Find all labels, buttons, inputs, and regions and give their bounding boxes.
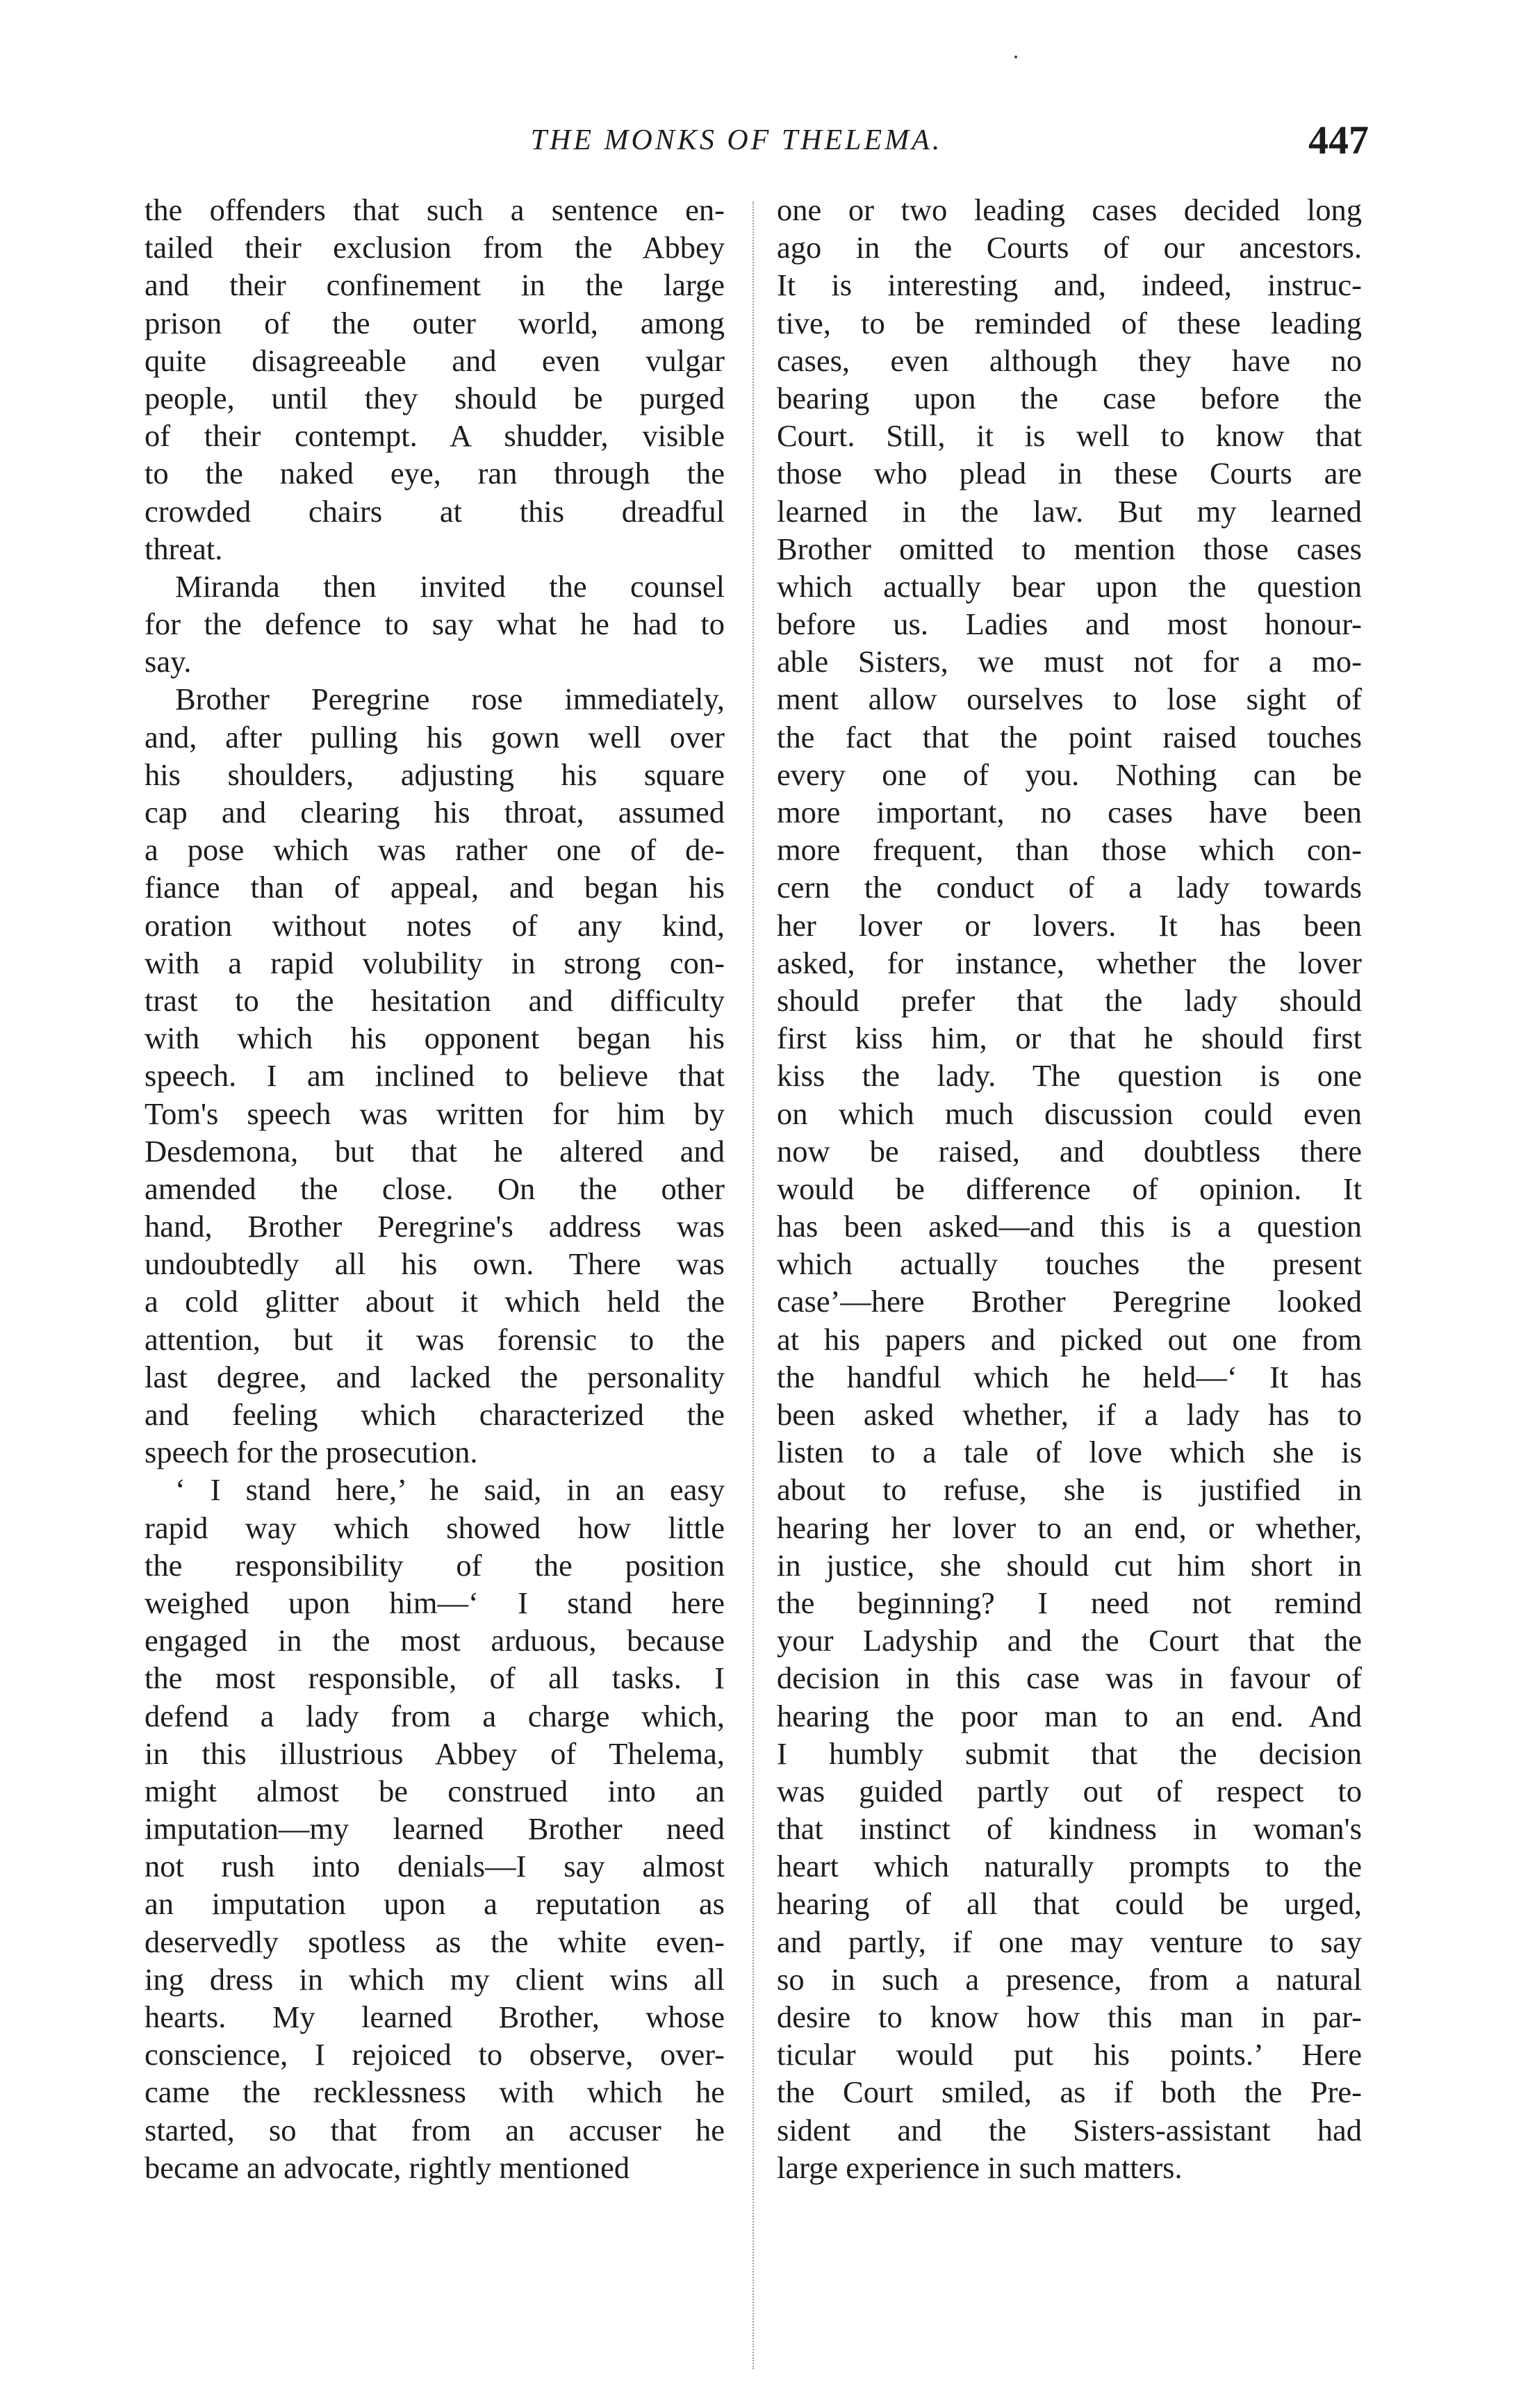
- text-line: engaged in the most arduous, because: [145, 1623, 725, 1658]
- text-line: hearing of all that could be urged,: [777, 1886, 1362, 1922]
- text-line: now be raised, and doubtless there: [777, 1133, 1362, 1169]
- print-speck: [1014, 56, 1017, 58]
- text-line: a cold glitter about it which held the: [145, 1284, 725, 1319]
- text-line: more important, no cases have been: [777, 795, 1362, 830]
- text-line: at his papers and picked out one from: [777, 1321, 1362, 1357]
- text-line: and partly, if one may venture to say: [777, 1924, 1362, 1959]
- text-line: the beginning? I need not remind: [777, 1585, 1362, 1620]
- running-title: THE MONKS OF THELEMA.: [530, 124, 943, 156]
- text-line: sident and the Sisters-assistant had: [777, 2112, 1362, 2147]
- text-line: weighed upon him—‘ I stand here: [145, 1585, 725, 1620]
- text-line: trast to the hesitation and difficulty: [145, 982, 725, 1018]
- text-line: came the recklessness with which he: [145, 2075, 725, 2110]
- text-line: should prefer that the lady should: [777, 982, 1362, 1018]
- text-line: might almost be construed into an: [145, 1773, 725, 1808]
- text-line: Tom's speech was written for him by: [145, 1096, 725, 1131]
- column-rule: [752, 201, 754, 2369]
- text-line: fiance than of appeal, and began his: [145, 870, 725, 905]
- text-line: started, so that from an accuser he: [145, 2112, 725, 2147]
- text-line: which actually bear upon the question: [777, 568, 1362, 604]
- text-line: tive, to be reminded of these leading: [777, 305, 1362, 340]
- text-line: his shoulders, adjusting his square: [145, 757, 725, 792]
- text-line: Court. Still, it is well to know that: [777, 418, 1362, 454]
- text-line: the offenders that such a sentence en-: [145, 192, 725, 227]
- text-line: one or two leading cases decided long: [777, 192, 1362, 227]
- text-line: prison of the outer world, among: [145, 305, 725, 340]
- text-line: your Ladyship and the Court that the: [777, 1623, 1362, 1658]
- text-line: more frequent, than those which con-: [777, 832, 1362, 868]
- text-line: in this illustrious Abbey of Thelema,: [145, 1735, 725, 1771]
- text-line: before us. Ladies and most honour-: [777, 607, 1362, 642]
- text-line: oration without notes of any kind,: [145, 907, 725, 943]
- page-number: 447: [1308, 117, 1369, 163]
- text-line: rapid way which showed how little: [145, 1510, 725, 1545]
- text-line: I humbly submit that the decision: [777, 1735, 1362, 1771]
- text-line: listen to a tale of love which she is: [777, 1435, 1362, 1470]
- text-line: was guided partly out of respect to: [777, 1773, 1362, 1808]
- text-line: and, after pulling his gown well over: [145, 719, 725, 754]
- text-line: would be difference of opinion. It: [777, 1171, 1362, 1206]
- text-line: Brother Peregrine rose immediately,: [175, 682, 725, 717]
- text-line: It is interesting and, indeed, instruc-: [777, 267, 1362, 303]
- text-line: her lover or lovers. It has been: [777, 907, 1362, 943]
- text-line: threat.: [145, 531, 223, 566]
- text-line: cap and clearing his throat, assumed: [145, 795, 725, 830]
- text-line: heart which naturally prompts to the: [777, 1849, 1362, 1884]
- text-line: tailed their exclusion from the Abbey: [145, 230, 725, 265]
- text-line: the handful which he held—‘ It has: [777, 1359, 1362, 1394]
- text-line: last degree, and lacked the personality: [145, 1359, 725, 1394]
- text-line: conscience, I rejoiced to observe, over-: [145, 2037, 725, 2072]
- text-line: a pose which was rather one of de-: [145, 832, 725, 868]
- text-line: hearing the poor man to an end. And: [777, 1698, 1362, 1733]
- text-line: and their confinement in the large: [145, 267, 725, 303]
- text-line: large experience in such matters.: [777, 2150, 1183, 2185]
- text-line: that instinct of kindness in woman's: [777, 1811, 1362, 1847]
- text-line: so in such a presence, from a natural: [777, 1961, 1362, 1997]
- running-head: [146, 117, 1369, 165]
- text-line: first kiss him, or that he should first: [777, 1021, 1362, 1056]
- text-line: of their contempt. A shudder, visible: [145, 418, 725, 454]
- text-line: able Sisters, we must not for a mo-: [777, 644, 1362, 679]
- text-line: for the defence to say what he had to: [145, 607, 725, 642]
- text-line: cern the conduct of a lady towards: [777, 870, 1362, 905]
- text-line: ticular would put his points.’ Here: [777, 2037, 1362, 2072]
- text-line: desire to know how this man in par-: [777, 1999, 1362, 2034]
- text-line: hand, Brother Peregrine's address was: [145, 1209, 725, 1244]
- text-line: not rush into denials—I say almost: [145, 1849, 725, 1884]
- text-line: Desdemona, but that he altered and: [145, 1133, 725, 1169]
- text-line: with which his opponent began his: [145, 1021, 725, 1056]
- text-line: been asked whether, if a lady has to: [777, 1397, 1362, 1432]
- text-line: quite disagreeable and even vulgar: [145, 343, 725, 378]
- right-column: [777, 191, 1362, 2186]
- text-line: became an advocate, rightly mentioned: [145, 2150, 630, 2185]
- text-line: attention, but it was forensic to the: [145, 1321, 725, 1357]
- text-line: case’—here Brother Peregrine looked: [777, 1284, 1362, 1319]
- text-line: asked, for instance, whether the lover: [777, 945, 1362, 980]
- text-line: the responsibility of the position: [145, 1547, 725, 1583]
- text-line: those who plead in these Courts are: [777, 456, 1362, 491]
- text-line: every one of you. Nothing can be: [777, 757, 1362, 792]
- text-line: say.: [145, 644, 192, 679]
- text-line: ment allow ourselves to lose sight of: [777, 682, 1362, 717]
- text-line: kiss the lady. The question is one: [777, 1058, 1362, 1094]
- text-line: amended the close. On the other: [145, 1171, 725, 1206]
- text-line: has been asked—and this is a question: [777, 1209, 1362, 1244]
- left-column: [145, 191, 725, 2186]
- text-line: the Court smiled, as if both the Pre-: [777, 2075, 1362, 2110]
- text-line: speech. I am inclined to believe that: [145, 1058, 725, 1094]
- text-line: ago in the Courts of our ancestors.: [777, 230, 1362, 265]
- text-line: deservedly spotless as the white even-: [145, 1924, 725, 1959]
- text-line: learned in the law. But my learned: [777, 493, 1362, 529]
- text-line: cases, even although they have no: [777, 343, 1362, 378]
- text-line: and feeling which characterized the: [145, 1397, 725, 1432]
- text-line: speech for the prosecution.: [145, 1435, 478, 1470]
- text-line: crowded chairs at this dreadful: [145, 493, 725, 529]
- text-line: hearing her lover to an end, or whether,: [777, 1510, 1362, 1545]
- text-line: which actually touches the present: [777, 1246, 1362, 1282]
- text-line: to the naked eye, ran through the: [145, 456, 725, 491]
- text-line: hearts. My learned Brother, whose: [145, 1999, 725, 2034]
- text-line: ‘ I stand here,’ he said, in an easy: [175, 1472, 725, 1508]
- text-line: bearing upon the case before the: [777, 380, 1362, 415]
- text-line: in justice, she should cut him short in: [777, 1547, 1362, 1583]
- text-line: Brother omitted to mention those cases: [777, 531, 1362, 566]
- text-line: on which much discussion could even: [777, 1096, 1362, 1131]
- text-line: an imputation upon a reputation as: [145, 1886, 725, 1922]
- text-line: Miranda then invited the counsel: [175, 568, 725, 604]
- text-line: the fact that the point raised touches: [777, 719, 1362, 754]
- text-line: ing dress in which my client wins all: [145, 1961, 725, 1997]
- text-line: with a rapid volubility in strong con-: [145, 945, 725, 980]
- text-line: imputation—my learned Brother need: [145, 1811, 725, 1847]
- text-line: people, until they should be purged: [145, 380, 725, 415]
- text-line: the most responsible, of all tasks. I: [145, 1660, 725, 1696]
- text-line: about to refuse, she is justified in: [777, 1472, 1362, 1508]
- text-line: undoubtedly all his own. There was: [145, 1246, 725, 1282]
- text-line: decision in this case was in favour of: [777, 1660, 1362, 1696]
- text-line: defend a lady from a charge which,: [145, 1698, 725, 1733]
